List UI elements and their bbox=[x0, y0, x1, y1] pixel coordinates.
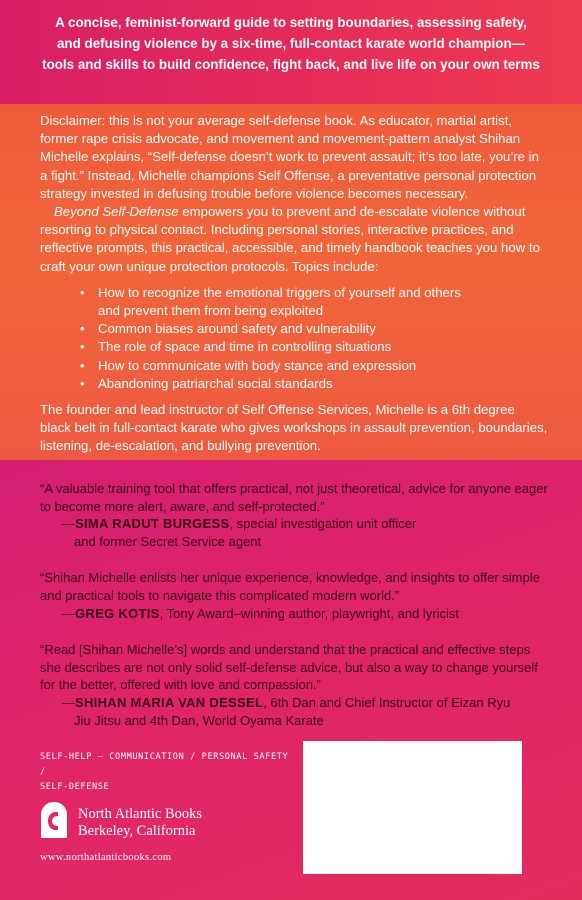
endorser-title: , 6th Dan and Chief Instructor of Eizan Ryu bbox=[263, 694, 511, 710]
endorsement-attribution bbox=[40, 694, 550, 729]
endorsement-attribution bbox=[40, 515, 550, 550]
list-item bbox=[80, 338, 548, 356]
endorsement-quote: “Read [Shihan Michelle’s] words and understand that the practical and effective steps she describes are not only solid self-defense advice, but also a way to change yourself for the better, offered with love and compassion.” bbox=[40, 642, 538, 693]
topics-list bbox=[80, 284, 548, 393]
publisher-location: Berkeley, California bbox=[78, 823, 196, 839]
barcode-area bbox=[303, 741, 522, 874]
endorser-name: SHIHAN MARIA VAN DESSEL bbox=[75, 694, 264, 710]
endorsement-attribution bbox=[40, 605, 550, 623]
list-item bbox=[80, 284, 548, 320]
endorser-name: SIMA RADUT BURGESS bbox=[75, 516, 230, 532]
dash: — bbox=[62, 605, 75, 621]
category-line-2: SELF-DEFENSE bbox=[40, 782, 110, 792]
description bbox=[40, 112, 548, 456]
endorsement bbox=[40, 641, 550, 729]
endorsement-quote: “A valuable training tool that offers practical, not just theoretical, advice for anyone eager to become more alert, aware, and self-protected.” bbox=[40, 481, 548, 514]
publisher-block bbox=[40, 800, 280, 844]
list-item bbox=[80, 357, 548, 375]
endorsement bbox=[40, 569, 550, 622]
endorser-title-continued: and former Secret Service agent bbox=[74, 533, 262, 549]
overview-text: empowers you to prevent and de-escalate violence without resorting to physical contact. Including personal stories, interactive practices, and reflective prompts, this practical, accessible, and timely handbook teaches you how to craft your own unique protection protocols. Topics include: bbox=[40, 204, 540, 274]
endorsements bbox=[40, 480, 550, 748]
topic-text: Common biases around safety and vulnerability bbox=[98, 321, 376, 337]
list-item bbox=[80, 320, 548, 338]
overview-paragraph bbox=[40, 203, 548, 276]
endorser-title: , special investigation unit officer bbox=[229, 516, 417, 532]
bullet: • bbox=[80, 357, 85, 373]
endorser-title-continued: Jiu Jitsu and 4th Dan, World Oyama Karate bbox=[74, 712, 324, 728]
topic-text: How to communicate with body stance and expression bbox=[98, 357, 417, 373]
topic-text: The role of space and time in controlling situations bbox=[98, 339, 392, 355]
tagline-line-1: A concise, feminist-forward guide to setting boundaries, assessing safety, bbox=[55, 15, 527, 30]
dash: — bbox=[62, 694, 75, 710]
book-title: Beyond Self-Defense bbox=[54, 204, 179, 220]
topic-text: How to recognize the emotional triggers of yourself and others bbox=[98, 284, 461, 300]
endorsement-quote: “Shihan Michelle enlists her unique experience, knowledge, and insights to offer simple and practical tools to navigate this complicated modern world.” bbox=[40, 570, 540, 603]
topic-text-continued: and prevent them from being exploited bbox=[98, 303, 324, 319]
endorser-title: , Tony Award–winning author, playwright, and lyricist bbox=[159, 605, 460, 621]
north-atlantic-books-logo-icon bbox=[40, 801, 68, 839]
publisher-url[interactable]: www.northatlanticbooks.com bbox=[40, 852, 172, 863]
bullet: • bbox=[80, 284, 85, 300]
topic-text: Abandoning patriarchal social standards bbox=[98, 375, 333, 391]
author-bio: The founder and lead instructor of Self Offense Services, Michelle is a 6th degree black belt in full-contact karate who gives workshops in assault prevention, boundaries, listening, de-escalation, and bullying prevention. bbox=[40, 402, 548, 454]
tagline-line-2: and defusing violence by a six-time, full-contact karate world champion— bbox=[56, 36, 526, 51]
bullet: • bbox=[80, 321, 85, 337]
subject-categories bbox=[40, 750, 290, 795]
publisher-name: North Atlantic Books bbox=[78, 806, 203, 822]
endorsement bbox=[40, 480, 550, 550]
endorser-name: GREG KOTIS bbox=[75, 605, 160, 621]
tagline bbox=[20, 12, 562, 75]
list-item bbox=[80, 375, 548, 393]
tagline-line-3: tools and skills to build confidence, fight back, and live life on your own terms bbox=[42, 57, 540, 72]
bullet: • bbox=[80, 339, 85, 355]
category-line-1: SELF-HELP – COMMUNICATION / PERSONAL SAFETY / bbox=[40, 752, 289, 777]
disclaimer-paragraph: Disclaimer: this is not your average self-defense book. As educator, martial artist, former rape crisis advocate, and movement and movement-pattern analyst Shihan Michelle explains, “Self-defense doesn’t work to prevent assault; it’s too late, you’re in a fight.” Instead, Michelle champions Self Offense, a preventative personal protection strategy invested in defusing trouble before violence becomes necessary. bbox=[40, 113, 539, 201]
bullet: • bbox=[80, 375, 85, 391]
dash: — bbox=[62, 516, 75, 532]
